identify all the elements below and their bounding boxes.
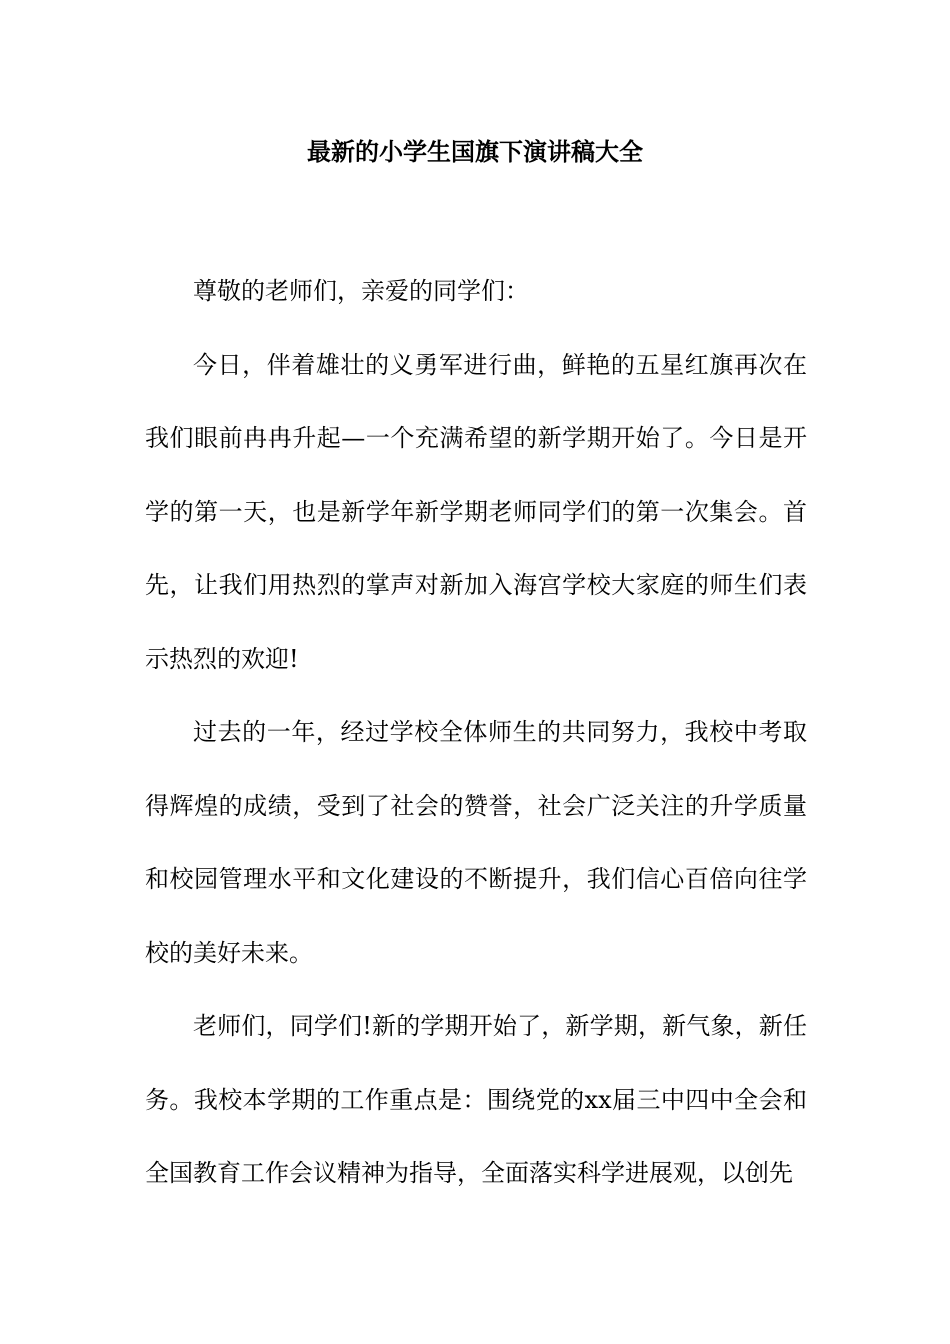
document-body [145, 255, 807, 1211]
document-title: 最新的小学生国旗下演讲稿大全 [307, 138, 643, 166]
paragraph-opening: 今日，伴着雄壮的义勇军进行曲，鲜艳的五星红旗再次在我们眼前冉冉升起—一个充满希望的新学期开始了。今日是开学的第一天，也是新学年新学期老师同学们的第一次集会。首先，让我们用热烈的掌声对新加入海宫学校大家庭的师生们表示热烈的欢迎! [145, 350, 807, 673]
paragraph-achievements: 过去的一年，经过学校全体师生的共同努力，我校中考取得辉煌的成绩，受到了社会的赞誉，社会广泛关注的升学质量和校园管理水平和文化建设的不断提升，我们信心百倍向往学校的美好未来。 [145, 718, 807, 967]
paragraph-greeting: 尊敬的老师们，亲爱的同学们： [193, 277, 529, 305]
paragraph-new-semester: 老师们，同学们!新的学期开始了，新学期，新气象，新任务。我校本学期的工作重点是：围绕党的xx届三中四中全会和全国教育工作会议精神为指导，全面落实科学进展观，以创先 [145, 1012, 807, 1187]
